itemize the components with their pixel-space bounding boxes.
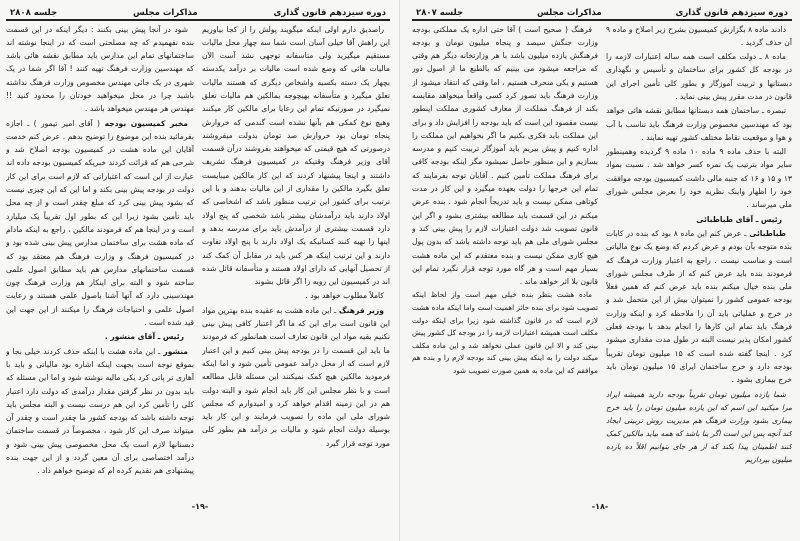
header-session: جلسه ۲۸۰۷ — [416, 8, 464, 18]
columns — [412, 23, 792, 483]
speaker-name: وزیر فرهنگ — [336, 305, 385, 315]
body-paragraph: ماده هشت بنظر بنده خیلی مهم است واز لحاظ اینکه تصویب شود برای بنده حائز اهمیت است واما اینکه ماده هشت لازم است که در قانون گذاشته شود زیرا برای اینکه دولت مکلف است همیشه اعتبارات لازمه را در بودجه کل کشور پیش بینی کند و الا این قانون عملی نخواهد شد و این ماده مکلف میکند دولت را به اینکه پیش بینی کند بودجه لازم را و بنده هم موافقم که این ماده به همین صورت تصویب شود — [412, 290, 598, 375]
header-rule — [6, 19, 390, 21]
body-paragraph: کاملاً مطلوب خواهد بود . — [305, 291, 384, 301]
page-number: -۱۹- — [191, 502, 209, 511]
body-paragraph: شما یازده میلیون تومان تقریباً بودجه دارید همیشه ایراد مرا میکنید این اسم که این یازده میلیون تومان را باید خرج بیماری بشود وزارت فرهنگ هم مدیریت روش تربیتی ایجاد کند آنچه پس این است اگر بنا باشد که همه بیاید مالکین کمک کنند اطمینان پیدا بکند که از هر جای بتوانیم اقلاً ده یازده میلیون بپردازیم — [606, 389, 792, 464]
header-session: جلسه ۲۸۰۸ — [10, 8, 58, 18]
column-right — [202, 23, 390, 483]
columns — [6, 23, 390, 483]
body-paragraph: البته با حذف ماده ۹ ماده ۱۰ ماده ۹ گردیده وهمینطور سایر مواد بترتیب یک نمره کسر خواهد شد . نسبت بمواد ۱۳ و ۱۵ و ۱۶ که جنبه مالی داشت کمیسیون بودجه موافقت خود را اظهار واینک نظریه خود را بعرض مجلس شورای ملی میرساند . — [606, 147, 792, 210]
body-paragraph: دادند ماده ۸ بگزارش کمیسیون بشرح زیر اصلاح و ماده ۹ آن حذف گردید . — [606, 24, 792, 47]
page-right — [400, 0, 800, 541]
speaker-name: منشور — [160, 346, 188, 356]
header-term: دوره سیزدهم قانون گذاری — [675, 8, 788, 18]
body-paragraph: فرهنگ ( صحیح است ) آقا حتی اداره یک مملکتی بودجه وزارت جنگش سیصد و پنجاه میلیون تومان و بودجه فرهنگش یازده میلیون باشد با هر وزارتخانه دیگر هم وقتی که مراجعه میشود می بینیم که بالطبع ما از اصول دور هستیم و یکی منحرف هستیم ، اما وقتی که انتقاد میشود از وزارت فرهنگ باید تصور کرد کسی واقعاً میخواهد مقایسه بکند از فرهنگ مملکت از معارف کشوری مملکت اینطور نیست مقصود این است که باید بودجه را افزایش داد و برای این مملکت باید فکری بکنیم ما اگر بخواهیم این مملکت را اداره کنیم و پیش ببریم باید آموزگار تربیت کنیم و مدرسه بسازیم و این منظور حاصل نمیشود مگر اینکه بودجه کافی برای فرهنگ مملکت تأمین کنیم . آقایان توجه بفرمایند که تمام این خرجها را دولت بعهده میگیرد و این کار در مدت کوتاهی ممکن نیست و باید تدریجاً انجام شود . بنده عرض میکنم در این قسمت باید مطالعه بیشتری بشود و اگر این قانون تصویب شد دولت اعتبارات لازم را پیش بینی کند و مجلس شورای ملی هم باید توجه داشته باشد که بدون پول هیچ کاری ممکن نیست و بنده معتقدم که این ماده هشت بسیار مهم است و هر گاه مورد توجه قرار نگیرد تمام این قانون بلا اثر خواهد ماند . — [412, 24, 598, 287]
speech-text: ـ عرض کنم این ماده ۸ بود که بنده در کابات بنده متوجه بآن بودم و عرض کردم که وضع یک نوع مالیاتی است و مناسب نیست . راجع به اعتبار وزارت فرهنگ که فرمودند بنده باید عرض کنم که از طرف مجلس شورای ملی بنده خیال میکنم بنده باید عرض کنم که همین فعلاً بودجه عمومی کشور را نمیتوان بیش از این متحمل شد و در خرج و عملیاتی باید آن را ملاحظه کرد و اینکه وزارت فرهنگ باید تمام این کارها را انجام بدهد با بودجه فعلی کشور امکان پذیر نیست البته در طول مدت مقداری میشود کرد . اینجا گفته شده است که ۱۵ میلیون تومان تقریباً بودجه دارد و خرج ساختمان ایرای ۱۵ میلیون تومان باید خرج بیماری بشود . — [606, 228, 792, 385]
header-title: مذاکرات مجلس — [537, 8, 602, 18]
speech-paragraph — [6, 117, 194, 330]
body-paragraph: تبصره ـ ساختمان همه دبستانها مطابق نقشه هائی خواهد بود که مهندسین مخصوص وزارت فرهنگ باید تناسب با آب و هوا و موقعیت نقاط مختلف کشور تهیه نمایند . — [606, 106, 792, 142]
column-left — [412, 23, 598, 483]
speaker-role: ( آقای امیر تیمور ) — [29, 118, 101, 128]
speech-paragraph — [6, 345, 194, 478]
speech-text: ـ اجازه بفرمائید بنده این موضوع را توضیح بدهم . عرض کنم خدمت آقایان این ماده هشت در کمیسیون بودجه اصلاح شد و شرحی هم که قرائت کردند خبریکه کمیسیون بودجه داده اند عبارت از این است که اعتباراتی که لازم است برای این کار دولت در بودجه پیش بینی بکند و اما این که این چیزی نیست که بشود پیش بینی کرد که مبلغ چقدر است و از چه محل باید تأمین بشود زیرا این که بطور اول تقریباً یک میلیارد است و در اینجا هم که فرمودند مالکین ، راجع به اینکه مادام که ماده هشت برای ساختمان مدارس پیش بینی شده بود و در کمیسیون فرهنگ و وزارت فرهنگ هم معتقد بود که قسمت ساختمانهای مدارس هم باید مطابق اصول علمی ساخته شود و البته برای اینکار هم وزارت فرهنگ چون مهندسینی دارد که آنها آشنا باصول علمی هستند و رعایت اصول علمی و احتیاجات فرهنگ را میکنند از این جهت این قید شده است . — [6, 118, 194, 328]
speech-paragraph — [606, 227, 792, 387]
speaker-name: مخبر کمیسیون بودجه — [100, 118, 188, 128]
speaker-heading: رئیس ـ آقای طباطبائی — [696, 214, 782, 224]
speaker-name: طباطبائی — [746, 228, 787, 238]
header-term: دوره سیزدهم قانون گذاری — [273, 8, 386, 18]
page-header — [6, 4, 390, 18]
body-paragraph: شود در آنجا پیش بینی بکنند : دیگر اینکه در این قسمت بنده نفهمیدم که چه مصلحتی است که در اینجا نوشته اند ساختمانهای تمام این مدارس باید مطابق نقشه هائی باشد که مهندسین وزارت فرهنگ تهیه کنند ! آقا اگر شما در یک شهری در یک جائی مهندس مخصوص وزارت فرهنگ نداشته باشید چرا در محل میخواهید خودتان را محدود کنید !! مهندس هر مهندس میخواهد باشد . — [6, 24, 194, 114]
page-number: -۱۸- — [591, 502, 609, 511]
body-paragraph: راصدیق دارم اولی اینکه میگویند پولش را از کجا بیاوریم این راهش آقا خیلی آسان است شما سه چهار محل مالیات مستقیم میگیرید ولی متاسفانه توجهی نشد آست الآن مالیات هائی که وضع شده است مالیات بر درآمد یکدسته بچهار یک دسته بکسبه واشخاص دیگری که هستند مالیات تعلق میگیرد و متأسفانه بهیچوجه بمالکین هم مالیات تعلق نمیگیرد در صورتیکه تمام این رعایا برای مالکین کار میکنند وهیچ نوع کمکی هم بآنها نشده است گندمی که خروارش پنجاه تومان بود خروارش صد تومان بدولت میفروشند درصورتی که هیچ قیمتی که میخواهند بفروشند درآن قسمت آقای وزیر فرهنگ وقتیکه در کمیسیون فرهنگ تشریف داشتند و اینجا پیشنهاد کردند که این کار مالکین میبایست تعلق بگیرد مالکین را مقداری از این مالیات بدهند و با این ترتیب برای کشور این ترتیب منظور باشد که اشخاصی که اولاد دارند باید درآمدشان بیشتر باشد شخصی که پنج اولاد دارد قسمت بیشتری از درآمدش باید برای مدرسه بدهد و اینها را تهیه کنند کسانیکه یک اولاد دارند با پنج اولاد تفاوت دارند و این ترتیب اینکه هر کس باید در مقابل آن کمک کند از تحصیل آنهایی که دارای اولاد هستند و متأسفانه قائل شده اند در کمیسیون این رویه را اگر قائل بشوند — [202, 24, 390, 287]
header-rule — [412, 19, 792, 21]
body-paragraph: ماده ۸ ـ دولت مکلف است همه ساله اعتبارات لازمه را در بودجه کل کشور برای ساختمان و تأسیس و نگهداری دبستانها و تربیت آموزگار و بطور کلی تأمین اجرای این قانون در مدت مقرر پیش بینی نماید . — [606, 52, 792, 101]
page-header — [412, 4, 792, 18]
speech-text: ـ این ماده هشت به عقیده بنده بهترین مواد این قانون است برای این که ما اگر اعتبار کافی پیش بینی نکنیم بقیه مواد این قانون تعارف است همانطور که فرمودند ما باید این قسمت را در بودجه پیش بینی کنیم و این اعتبار لازم است که از محل درآمد عمومی تأمین شود و اما اینکه فرمودید مالکین هیچ کمک نمیکنند این مسئله قابل مطالعه است و با نظر مجلس این کار باید انجام شود و البته دولت هم در این زمینه اقدام خواهد کرد و امیدوارم که مجلس شورای ملی این ماده را تصویب فرمایند و این کار باید بوسیله دولت انجام شود و مالیات بر درآمد هم بطور کلی مورد توجه قرار گیرد — [202, 305, 390, 448]
speech-paragraph — [202, 304, 390, 450]
column-right — [606, 23, 792, 483]
column-left — [6, 23, 194, 483]
speaker-heading: رئیس ـ آقای منشور . — [104, 332, 184, 342]
header-title: مذاکرات مجلس — [133, 8, 198, 18]
speech-text: ـ این ماده هشت با اینکه حذف کردند خیلی بجا و بموقع توجه است بجهت اینکه اشاره بود مالیاتی و باید با آهاری تر پاتی کرد یکی مالیه نوشته شود و اما این مسئله که باید بدون در نظر گرفتن مقدار درآمدی که دولت دارد اعتبار کلی را تأمین کرد این هم درست نیست و البته مجلس باید توجه داشته باشد که بودجه کشور ما چقدر است و چقدر آن میتواند صرف این کار شود ، مخصوصاً در قسمت ساختمان دبستانها لازم است یک محل مخصوصی پیش بینی شود و درآمد اختصاصی برای آن معین گردد و از این جهت بنده پیشنهادی هم تقدیم کرده ام که توضیح خواهم داد . — [6, 346, 194, 476]
